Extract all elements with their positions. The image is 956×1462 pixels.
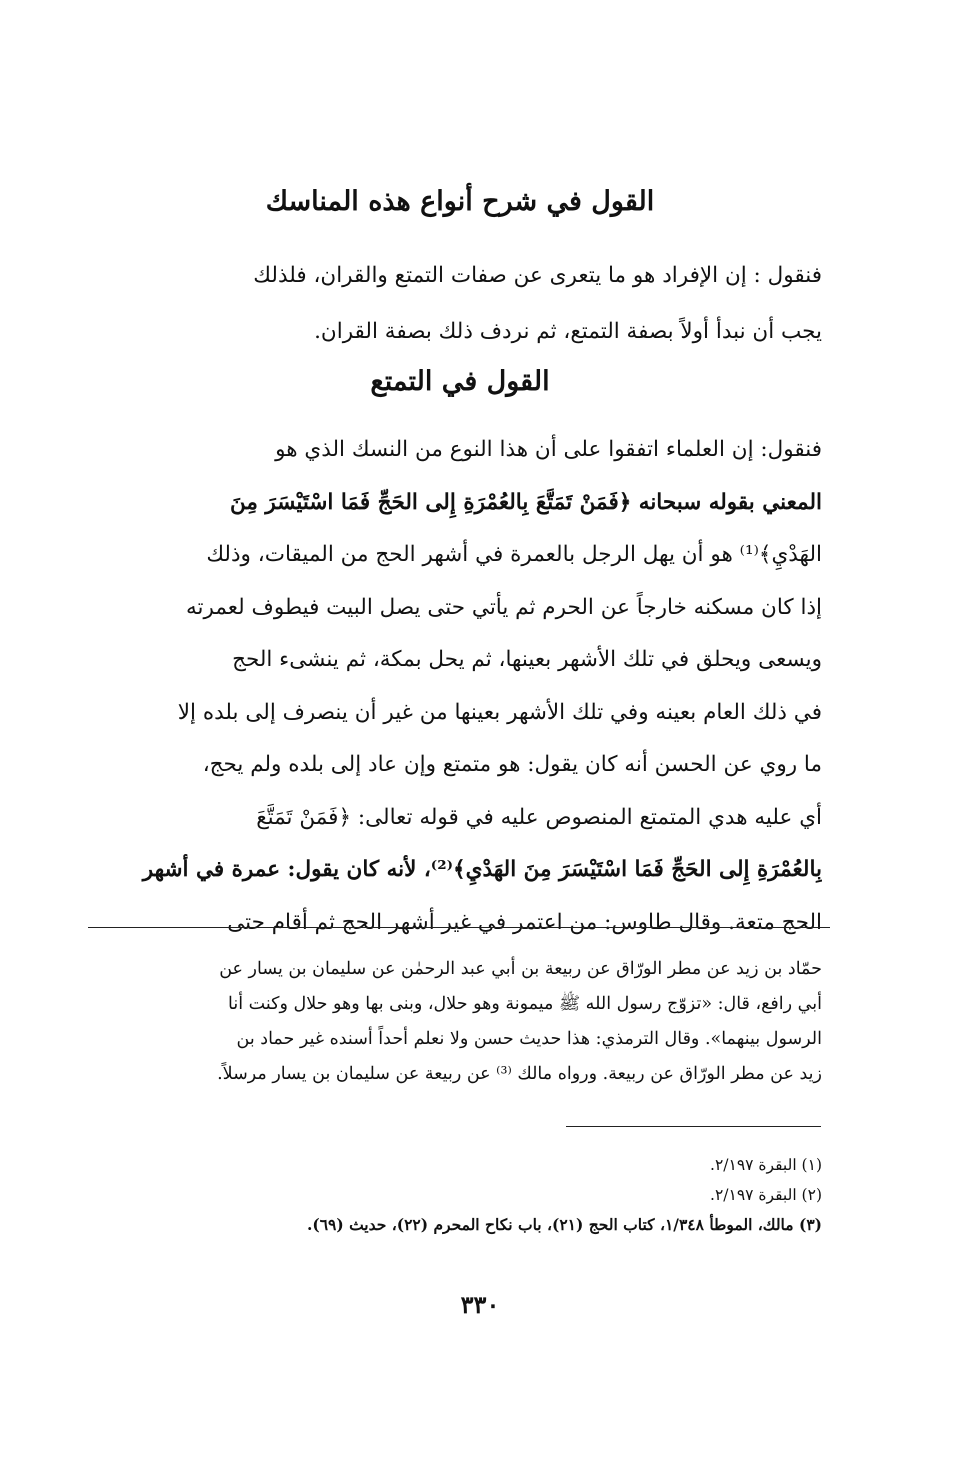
footnote-line: الرسول بينهما». وقال الترمذي: هذا حديث حسن ولا نعلم أحداً أسنده غير حماد بن (236, 1029, 822, 1049)
section-heading-tamattu: القول في التمتع (370, 366, 550, 397)
reference-notes (100, 1150, 822, 1240)
body-line: في ذلك العام بعينه وفي تلك الأشهر بعينها من غير أن ينصرف إلى بلده إلا (177, 699, 822, 725)
footnote-line: زيد عن مطر الورّاق عن ربيعة. ورواه مالك ⁽³⁾ عن ربيعة عن سليمان بن يسار مرسلاً. (217, 1064, 822, 1084)
footnote-line: حمّاد بن زيد عن مطر الورّاق عن ربيعة بن أبي عبد الرحمٰن عن سليمان بن يسار عن (219, 959, 822, 979)
section-heading-manasik: القول في شرح أنواع هذه المناسك (265, 186, 655, 217)
main-paragraph (100, 424, 822, 949)
note-2: (٢) البقرة ٢/١٩٧. (710, 1186, 822, 1204)
footnote-line: أبي رافع، قال: «تزوّج رسول الله ﷺ ميمونة وهو حلال، وبنى بها وهو حلال وكنت أنا (228, 994, 822, 1014)
body-line: ما روي عن الحسن أنه كان يقول: هو متمتع وإن عاد إلى بلده ولم يحج، (202, 752, 822, 777)
note-3: (٣) مالك، الموطأ ١/٣٤٨، كتاب الحج (٢١)، باب نكاح المحرم (٢٢)، حديث (٦٩). (306, 1215, 822, 1234)
footnote-continuation (100, 952, 822, 1092)
page-number: ٣٣٠ (460, 1290, 500, 1319)
body-line: الحج متعة. وقال طاوس: من اعتمر في غير أشهر الحج ثم أقام حتى (227, 909, 822, 935)
footnote-separator (88, 927, 830, 928)
intro-line: يجب أن نبدأ أولاً بصفة التمتع، ثم نردف ذلك بصفة القران. (314, 319, 822, 344)
body-line: فنقول: إن العلماء اتفقوا على أن هذا النوع من النسك الذي هو (275, 437, 822, 462)
body-line: الهَدْيِ﴾⁽¹⁾ هو أن يهل الرجل بالعمرة في أشهر الحج من الميقات، وذلك (206, 542, 822, 567)
intro-paragraph (100, 248, 822, 360)
body-line: ويسعى ويحلق في تلك الأشهر بعينها، ثم يحل بمكة، ثم ينشىء الحج (232, 647, 822, 672)
notes-separator (566, 1126, 821, 1127)
body-line-quran: بِالعُمْرَةِ إِلى الحَجِّ فَمَا اسْتَيْسَرَ مِنَ الهَدْيِ﴾⁽²⁾، لأنه كان يقول: عمرة في أشهر (142, 857, 822, 882)
body-line-quran: المعني بقوله سبحانه ﴿فَمَنْ تَمَتَّعَ بِالعُمْرَةِ إِلى الحَجِّ فَمَا اسْتَيْسَرَ مِنَ (230, 489, 822, 515)
body-line: أي عليه هدي المتمتع المنصوص عليه في قوله تعالى: ﴿فَمَنْ تَمَتَّعَ (256, 804, 822, 830)
intro-line: فنقول : إن الإفراد هو ما يتعرى عن صفات التمتع والقران، فلذلك (253, 263, 822, 288)
note-1: (١) البقرة ٢/١٩٧. (710, 1156, 822, 1174)
body-line: إذا كان مسكنه خارجاً عن الحرم ثم يأتي حتى يصل البيت فيطوف لعمرته (185, 594, 822, 620)
